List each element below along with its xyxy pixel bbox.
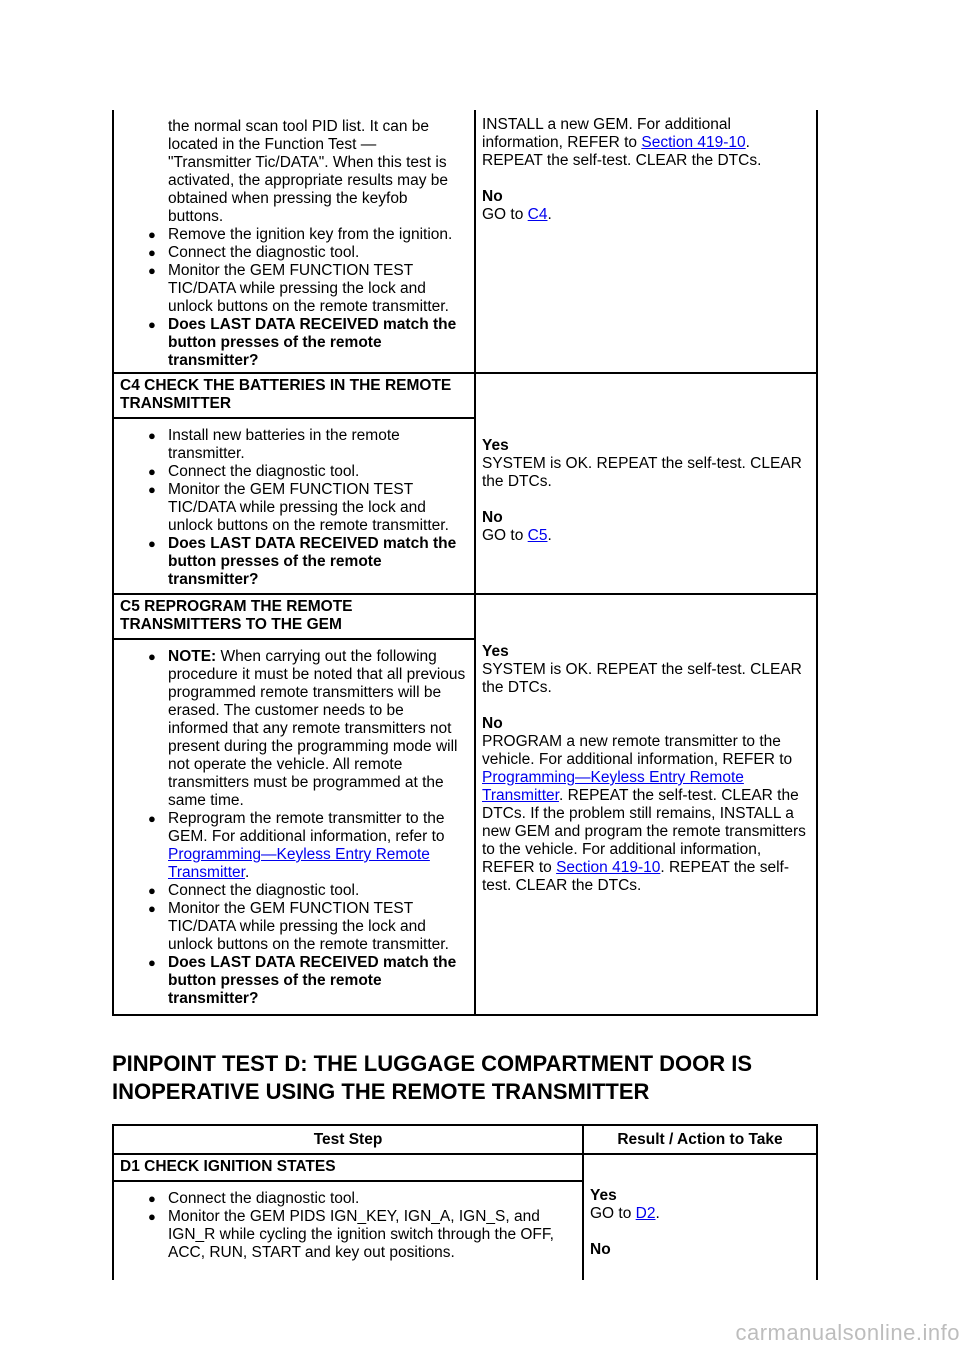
result-text: . REPEAT the self-test. CLEAR the DTCs. If the problem still remains, INSTALL a new GEM and program the remote transmitters to the vehicle. For additional information, REFER to [482, 787, 806, 876]
c3-line: located in the Function Test — [168, 136, 377, 153]
c5-header-row [113, 594, 817, 639]
c5-step-header: C5 REPROGRAM THE REMOTE TRANSMITTERS TO THE GEM [113, 594, 475, 639]
d2-link[interactable]: D2 [635, 1205, 656, 1222]
no-action [482, 206, 812, 224]
question-item: ● Does LAST DATA RECEIVED match the button presses of the remote transmitter? [114, 316, 474, 370]
yes-label: Yes [590, 1187, 617, 1204]
yes-action: SYSTEM is OK. REPEAT the self-test. CLEAR the DTCs. [482, 454, 802, 490]
list-item: ● Connect the diagnostic tool. [114, 244, 474, 262]
list-item: ● Connect the diagnostic tool. [114, 882, 474, 900]
c4-link[interactable]: C4 [527, 206, 548, 223]
col-test-step: Test Step [113, 1125, 583, 1154]
period: . [547, 206, 552, 223]
question-item: ● Does LAST DATA RECEIVED match the button presses of the remote transmitter? [114, 954, 474, 1008]
list-item: ● Connect the diagnostic tool. [114, 463, 474, 481]
col-result: Result / Action to Take [583, 1125, 817, 1154]
yes-action: SYSTEM is OK. REPEAT the self-test. CLEAR the DTCs. [482, 661, 802, 696]
c3-result-cell [475, 110, 817, 373]
no-label: No [590, 1241, 611, 1258]
c3-line: "Transmitter Tic/DATA". When this test is [168, 154, 447, 171]
d1-header-row [113, 1154, 817, 1181]
programming-keyless-entry-link[interactable]: Programming—Keyless Entry Remote Transmitter [168, 846, 430, 881]
c3-line: the normal scan tool PID list. It can be [168, 118, 430, 135]
list-item: ● Monitor the GEM PIDS IGN_KEY, IGN_A, IGN_S, and IGN_R while cycling the ignition switch through the OFF, ACC, RUN, START and key out positions. [114, 1208, 582, 1262]
period: . [655, 1205, 660, 1222]
note-label: NOTE: [168, 648, 217, 665]
go-to-text: GO to [482, 526, 524, 544]
note-text: When carrying out the following procedure it must be noted that all previous programmed remote transmitters will be erased. The customer needs to be informed that any remote transmitters not present during the programming mode will not operate the vehicle. All remote transmitters must be programmed at the same time. [168, 648, 466, 809]
c3-line: activated, the appropriate results may be [168, 172, 449, 189]
c5-result-cell [475, 594, 817, 1015]
d1-step-header: D1 CHECK IGNITION STATES [113, 1154, 583, 1181]
c4-step-header: C4 CHECK THE BATTERIES IN THE REMOTE TRANSMITTER [113, 373, 475, 418]
no-label: No [482, 508, 503, 526]
note-item [114, 648, 474, 810]
result-text: . REPEAT the self-test. CLEAR the DTCs. [482, 859, 789, 894]
pinpoint-test-c-table [112, 110, 818, 1016]
list-item: ● Connect the diagnostic tool. [114, 1190, 582, 1208]
result-text: PROGRAM a new remote transmitter to the vehicle. For additional information, REFER to [482, 733, 793, 768]
no-action [482, 527, 812, 545]
programming-keyless-entry-link[interactable]: Programming—Keyless Entry Remote Transmitter [482, 769, 744, 804]
d1-bullet-list [114, 1190, 582, 1262]
result-text: . REPEAT the self-test. CLEAR the DTCs. [482, 134, 762, 169]
yes-action [590, 1205, 812, 1223]
period: . [547, 526, 552, 544]
c4-bullet-list [114, 427, 474, 589]
d1-result-cell [583, 1154, 817, 1280]
c4-step-cell [113, 418, 475, 594]
c3-bullet-list [114, 226, 474, 370]
no-label: No [482, 715, 503, 732]
list-item: ● Install new batteries in the remote transmitter. [114, 427, 474, 463]
question-item: ● Does LAST DATA RECEIVED match the button presses of the remote transmitter? [114, 535, 474, 589]
list-item: ● Monitor the GEM FUNCTION TEST TIC/DATA while pressing the lock and unlock buttons on the remote transmitter. [114, 262, 474, 316]
c3-line: obtained when pressing the keyfob [168, 190, 408, 207]
pinpoint-test-d-title: PINPOINT TEST D: THE LUGGAGE COMPARTMENT DOOR IS INOPERATIVE USING THE REMOTE TRANSMITTER [112, 1051, 753, 1104]
go-to-text: GO to [590, 1205, 632, 1222]
c3-step-cell [113, 110, 475, 373]
table-header-row [113, 1125, 817, 1154]
result-text: INSTALL a new GEM. For additional information, REFER to [482, 116, 731, 151]
watermark: carmanualsonline.info [735, 1320, 960, 1345]
section-419-10-link[interactable]: Section 419-10 [556, 859, 661, 876]
c3-line: buttons. [168, 208, 224, 225]
reprogram-item [114, 810, 474, 882]
no-action [482, 733, 812, 895]
period: . [244, 864, 250, 881]
yes-label: Yes [482, 436, 509, 454]
c3-continued-text [114, 118, 474, 226]
c4-result-cell [475, 373, 817, 594]
pinpoint-test-d-table [112, 1124, 818, 1280]
c5-bullet-list [114, 648, 474, 1008]
list-item: ● Remove the ignition key from the ignition. [114, 226, 474, 244]
section-419-10-link[interactable]: Section 419-10 [641, 134, 746, 151]
no-label: No [482, 188, 503, 205]
list-item: ● Monitor the GEM FUNCTION TEST TIC/DATA while pressing the lock and unlock buttons on the remote transmitter. [114, 900, 474, 954]
c4-header-row [113, 373, 817, 418]
yes-label: Yes [482, 643, 509, 660]
c5-link[interactable]: C5 [527, 526, 548, 544]
d1-step-cell [113, 1181, 583, 1280]
list-item: ● Monitor the GEM FUNCTION TEST TIC/DATA while pressing the lock and unlock buttons on the remote transmitter. [114, 481, 474, 535]
go-to-text: GO to [482, 206, 524, 223]
c3-continued-row [113, 110, 817, 373]
reprogram-text: Reprogram the remote transmitter to the GEM. For additional information, refer to [168, 810, 445, 845]
c5-step-cell [113, 639, 475, 1015]
